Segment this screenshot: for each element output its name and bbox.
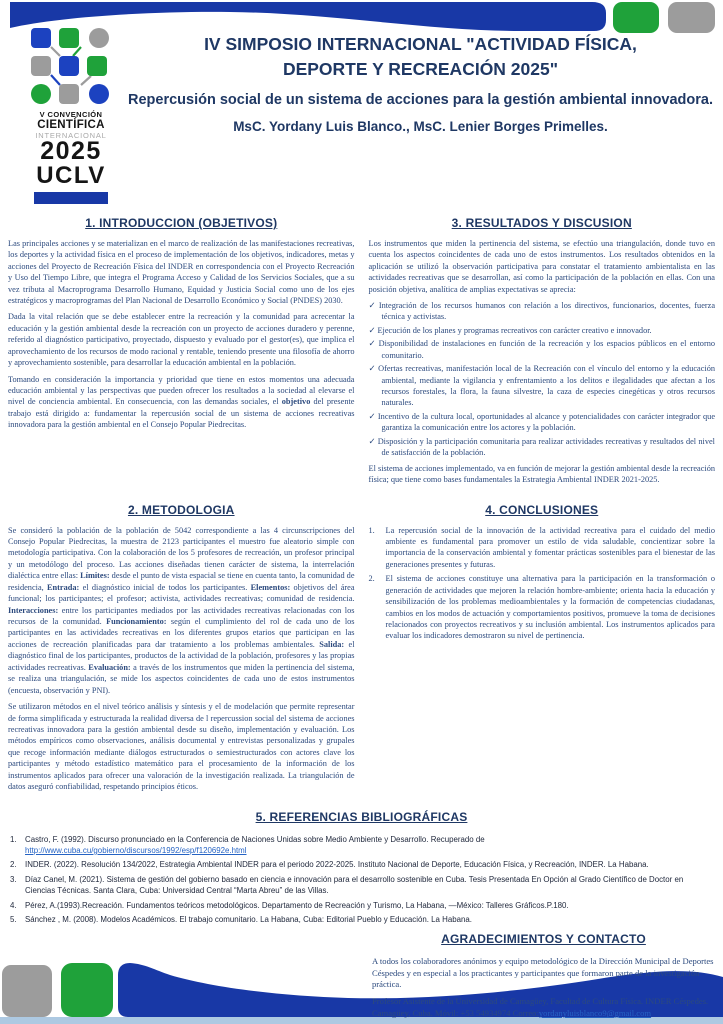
poster-subtitle: Repercusión social de un sistema de acciones para la gestión ambiental innovadora.	[127, 91, 714, 108]
event-title-line1: IV SIMPOSIO INTERNACIONAL "ACTIVIDAD FÍSICA,	[204, 34, 637, 54]
references-list	[10, 834, 713, 926]
section-introduccion	[8, 206, 355, 436]
logo-internacional-label: INTERNACIONAL	[35, 131, 107, 140]
check-icon: ✓	[368, 325, 376, 335]
results-bullet	[369, 436, 716, 459]
section-referencias	[0, 810, 723, 926]
reference-item: 3. Díaz Canel, M. (2021). Sistema de gestión del gobierno basado en ciencia e innovación para el desarrollo sostenible en Cuba. Tesis Presentada En Opción al Grado Científico de Doctor en Ciencias Técnicas. Santa Clara, Cuba: Universidad Central “Marta Abreu” de las Villas.	[10, 874, 684, 896]
check-icon: ✓	[368, 364, 377, 374]
bullet-text: Incentivo de la cultura local, oportunidades al alcance y potencialidades con carácter integrador que garantiza la comunicación entre los actores y la población.	[377, 411, 715, 433]
results-bullet	[369, 338, 716, 361]
conclusiones-heading: 4. CONCLUSIONES	[485, 502, 599, 517]
results-bullet	[369, 363, 716, 409]
bullet-text: Disposición y la participación comunitaria para realizar actividades recreativas y resultados del nivel de satisfacción de la población.	[377, 436, 715, 458]
poster-header	[0, 0, 723, 204]
conclusions-list	[369, 525, 716, 642]
reference-link[interactable]: http://www.cuba.cu/gobierno/discursos/1992/esp/f120692e.html	[25, 846, 247, 856]
logo-year: 2025	[40, 137, 102, 165]
conclusion-item: 1. La repercusión social de la innovación de la actividad recreativa para el cuidado del medio ambiente es fundamental para promover un estilo de vida saludable, concientizar sobre la importancia de la conservación ambiental y fomentar prácticas sostenibles para el bienestar de las generaciones presentes y futuras.	[368, 525, 715, 569]
list-number: 3.	[10, 874, 17, 884]
list-number: 2.	[10, 860, 17, 870]
results-bullet-list	[369, 300, 716, 459]
bullet-text: Ofertas recreativas, manifestación local de la Recreación con el vínculo del entorno y la educación ambiental, mediante la vigilancia y enfrentamiento a los delitos e ilegalidades que afectan a los recursos forestales, la flora, la fauna silvestre, la caza de especies cinegéticas y otros recursos naturales.	[378, 364, 715, 408]
reference-item: 2. INDER. (2022). Resolución 134/2022, Estrategia Ambiental INDER para el periodo 2022-2025. Instituto Nacional de Deporte, Educación Física, y Recreación, INDER. La Habana.	[10, 860, 649, 870]
check-icon: ✓	[368, 339, 377, 349]
section-resultados	[369, 206, 716, 491]
conclusion-item: 2. El sistema de acciones constituye una alternativa para la participación en la transformación o generación de actividades que mejoren la relación hombre-ambiente; orienta hacia la educación y sensibilización de los problemas medioambientales y la formación de competencias ciudadanas, cambios en los modos de actuación y comportamientos positivos, promueve la toma de decisiones relacionados con proyectos recreativos y su inclusión ambiental. Los instrumentos aplicados para evaluar los indicadores demostraron su nivel de pertinencia.	[368, 574, 715, 641]
intro-paragraph-3: Tomando en consideración la importancia y prioridad que tiene en estos momentos una adecuada educación ambiental y las perspectivas que pueden ofrecer los resultados a la sociedad al elevarse el nivel de conciencia ambiental. En consecuencia, con las demandas sociales, el objetivo del presente trabajo está dirigido a: fundamentar la repercusión social de un sistema de acciones recreativas innovadora para la gestión ambiental en el Consejo Popular Piedrecitas.	[8, 374, 355, 430]
intro-paragraph-1: Las principales acciones y se materializan en el marco de realización de las manifestaciones recreativas, los deportes y la actividad física en el proceso de implementación de los objetivos, indicadores, metas y acciones del Proyecto de Recreación Física del INDER en correspondencia con el Proyecto Recreación y Uso del Tiempo Libre, que integra el Programa Acceso y Calidad de los Servicios Sociales, que a su vez tributa al Macroprograma Desarrollo Humano, Equidad y Justicia Social como uno de los ejes estratégicos y macroprogramas del Plan Nacional de Desarrollo Económico y Social (PNDES) 2030.	[8, 238, 355, 305]
intro-paragraph-2: Dada la vital relación que se debe establecer entre la recreación y la comunidad para acrecentar la educación y la gestión ambiental desde la recreación con un proyecto de acciones duradero y perenne, referido al diagnóstico participativo, proyectado, dispuesto y evaluado por el gestor(es), que implica el aprovechamiento de los recursos de modo racional y rentable, teniendo presente una filosofía de ahorro y aprovechamiento sostenible, para desarrollar la educación ambiental en la población.	[8, 312, 355, 368]
list-number: 1.	[368, 525, 375, 535]
contact-email-link[interactable]: yordanyluisblanco9@gmail.com	[538, 1008, 652, 1019]
resultados-heading: 3. RESULTADOS Y DISCUSION	[451, 215, 632, 230]
logo-blue-bar	[34, 192, 108, 204]
bullet-text: Integración de los recursos humanos con relación a los directivos, funcionarios, docentes, fuerza técnica y activistas.	[378, 300, 716, 322]
check-icon: ✓	[368, 300, 377, 310]
list-number: 4.	[10, 900, 17, 910]
bullet-text: Ejecución de los planes y programas recreativos con carácter creativo e innovador.	[377, 325, 652, 335]
bullet-text: Disponibilidad de instalaciones en función de la recreación y los espacios públicos en el entorno comunitario.	[378, 339, 716, 360]
logo-cientifica-label: CIENTÍFICA	[37, 119, 105, 131]
metodologia-paragraph-1: Se consideró la población de la población de 5042 correspondiente a las 4 circunscripciones del Consejo Popular Piedrecitas, la muestra de 2123 participantes el muestro fue aleatorio simple con metodología participativa. Con la colaboración de los 5 profesores de recreación, un profesor principal y un metodólogo del proceso. Las acciones diseñadas tienen carácter de sistema, la interrelación dialéctica entre ellas: Límites: desde el punto de vista espacial se tiene en cuenta tanto, la comunidad de residencia, Entrada: el diagnóstico inicial de todos los participantes. Elementos: objetivos del área funcional; los participantes; el profesor; activista, actividades recreativas; comunidad de residencia. Interacciones: entre los participantes mediados por las actividades recreativas relacionadas con los recursos de la comunidad. Funcionamiento: según el cumplimiento del rol de cada uno de los participantes en las actividades recreativas en los diferentes grupos etarios que participan en las acciones de recreación planificadas para dar tratamiento a los problemas ambientales. Salida: el diagnóstico final de los participantes, productos de la actividad de la población, profesores y las propias actividades recreativas. Evaluación: a través de los instrumentos que miden la pertinencia del sistema, se realiza una triangulación, se mide los aspectos coincidentes de cada uno de estos instrumentos (encuesta, observación y PNI).	[8, 525, 355, 695]
logo-grid-icon	[29, 28, 113, 106]
referencias-heading: 5. REFERENCIAS BIBLIOGRÁFICAS	[255, 809, 468, 824]
reference-item: 5. Sánchez , M. (2008). Modelos Académicos. El trabajo comunitario. La Habana, Cuba: Editorial Pueblo y Educación. La Habana.	[10, 915, 472, 925]
results-bullet	[369, 300, 716, 323]
poster-columns	[0, 204, 723, 798]
results-bullet	[369, 411, 716, 434]
logo-convencion-label: V CONVENCIÓN	[39, 110, 103, 119]
authors-line: MsC. Yordany Luis Blanco., MsC. Lenier Borges Primelles.	[233, 119, 608, 135]
section-agradecimientos	[372, 932, 715, 1020]
agradecimientos-paragraph: A todos los colaboradores anónimos y equipo metodológico de la Dirección Municipal de Deportes Céspedes y en especial a los practicantes y participantes que formaron parte de la investigación práctica.	[372, 955, 714, 990]
logo-org: UCLV	[36, 161, 106, 189]
list-number: 5.	[10, 915, 17, 925]
uclv-logo	[16, 28, 126, 204]
bottom-green-square-decor	[61, 963, 113, 1017]
list-number: 1.	[10, 834, 17, 844]
check-icon: ✓	[368, 411, 376, 421]
section-metodologia	[8, 493, 355, 798]
contact-paragraph: Profesor Asistente de la Universidad de Camagüey, Facultad de Cultura Física. INDER Céspedes. Camagüey, Cuba. Móvil: +53 54934974 Correo:yordanyluisblanco9@gmail.com	[372, 996, 709, 1019]
bottom-gray-square-decor	[2, 965, 52, 1017]
resultados-intro-paragraph: Los instrumentos que miden la pertinencia del sistema, se efectúo una triangulación, donde tuvo en cuenta los aspectos coincidentes de cada uno de estos instrumentos. Los resultados obtenidos en la aplicación se utilizó la observación participativa para constatar el tratamiento ambientalista en las actividades recreativas que se desarrollan, así como la participación de la población en ellas. Con una posición objetiva, analítica de amplias expectativas se aprecia:	[368, 238, 715, 294]
list-number: 2.	[368, 574, 375, 584]
introduccion-heading: 1. INTRODUCCION (OBJETIVOS)	[85, 215, 278, 230]
metodologia-paragraph-2: Se utilizaron métodos en el nivel teórico análisis y síntesis y el de modelación que permite representar de forma simplificada y estructurada la realidad diversa de l repercussion social del sistema de acciones recreativas innovadora para la gestión ambiental desde su diseño, implementación y evaluación. Los métodos empíricos como observaciones, análisis documental y entrevistas personalizadas y grupales que recoge información mediante diálogos estructurados o semiestructurados con actores clave los participantes y método estadístico matemático para el procesamiento de la información de los instrumentos aplicados para ofrecer una valoración de la investigación realizada. La triangulación de datos aseguró confiabilidad, respetando principios éticos.	[8, 702, 355, 792]
reference-item: 1. Castro, F. (1992). Discurso pronunciado en la Conferencia de Naciones Unidas sobre Medio Ambiente y Desarrollo. Recuperado de http://www.cuba.cu/gobierno/discursos/1992/esp/f120692e.html	[10, 834, 713, 857]
title-block	[126, 28, 715, 204]
agradecimientos-heading: AGRADECIMIENTOS Y CONTACTO	[441, 931, 646, 946]
results-bullet	[369, 325, 716, 336]
section-conclusiones	[369, 493, 716, 645]
reference-item: 4. Pérez, A.(1993).Recreación. Fundamentos teóricos metodológicos. Departamento de Recreación y Turismo, La Habana, —México: Talleres Gráficos.P.180.	[10, 900, 569, 910]
check-icon: ✓	[368, 436, 376, 446]
event-title-line2: DEPORTE Y RECREACIÓN 2025"	[282, 59, 559, 80]
metodologia-heading: 2. METODOLOGIA	[127, 502, 235, 517]
resultados-closing-paragraph: El sistema de acciones implementado, va en función de mejorar la gestión ambiental desde la recreación física; que tiene como bases fundamentales la Estrategia Ambiental INDER 2021-2025.	[368, 463, 715, 485]
